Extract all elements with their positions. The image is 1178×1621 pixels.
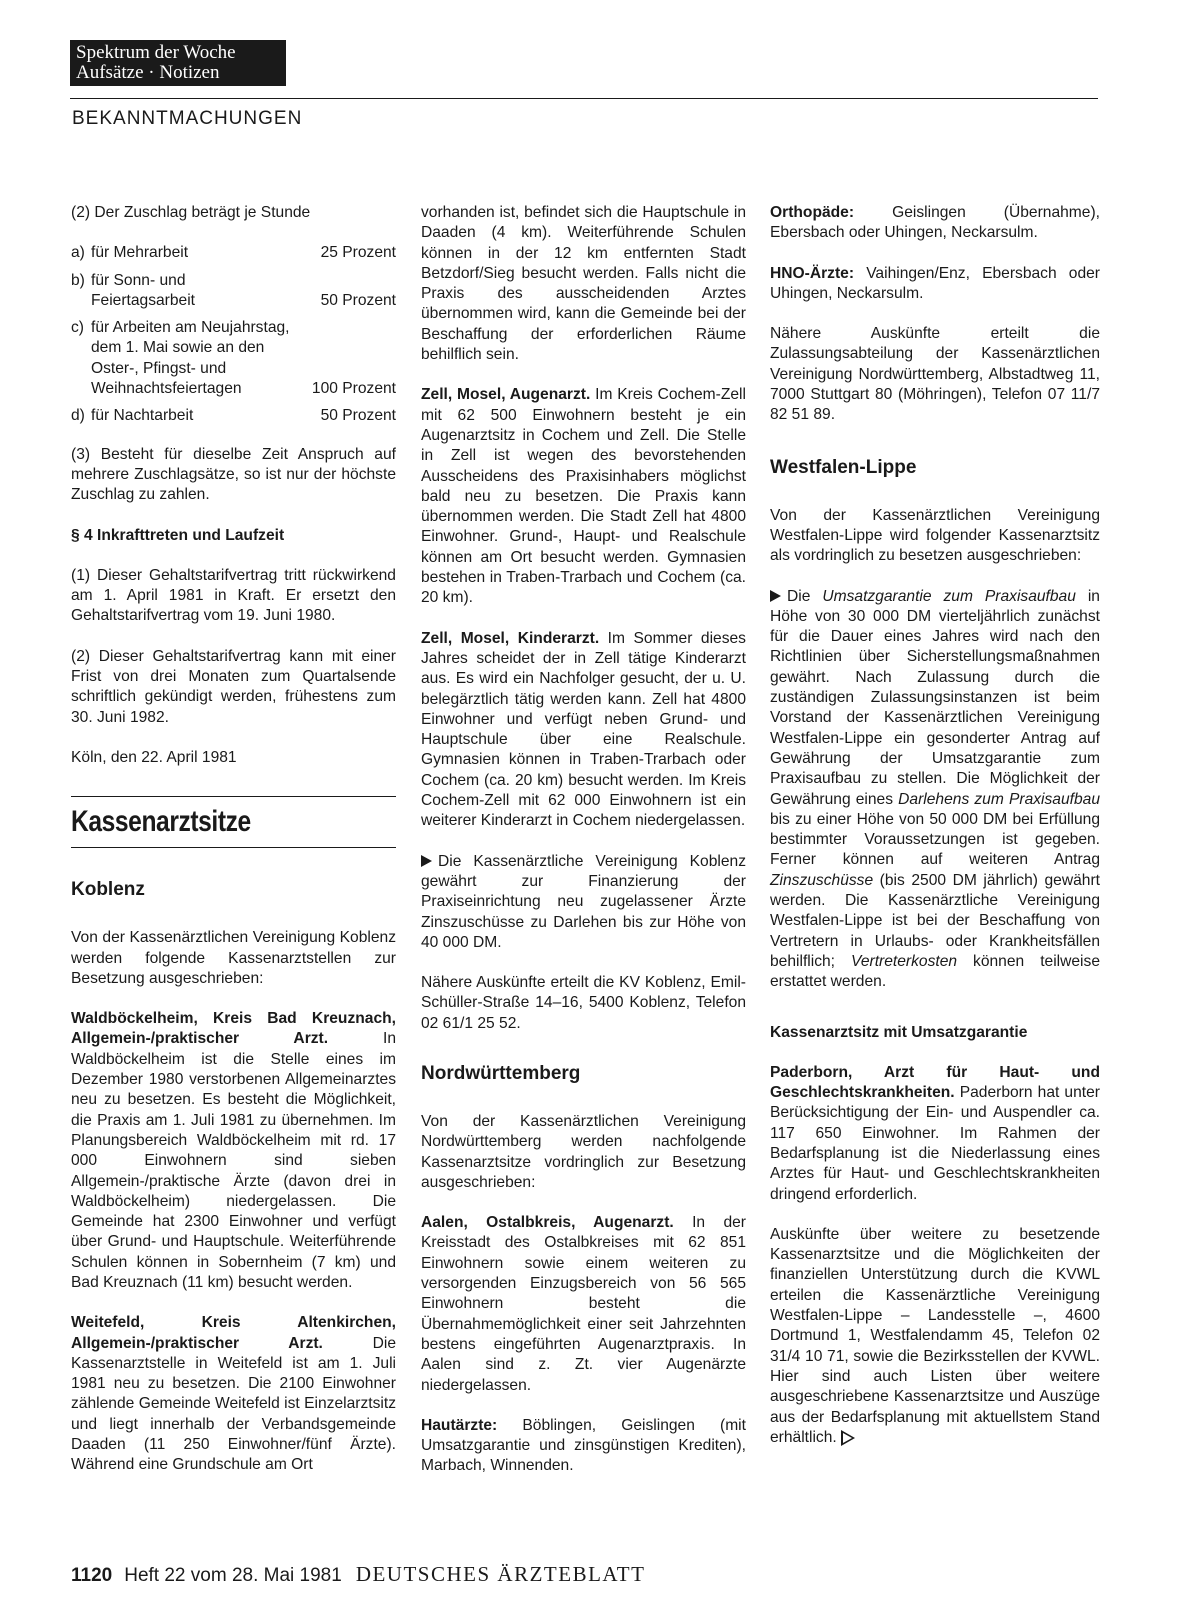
- entry-title: HNO-Ärzte:: [770, 264, 855, 282]
- paragraph-4-heading: § 4 Inkrafttreten und Laufzeit: [71, 526, 285, 544]
- zuschlag-item: a) für Mehrarbeit 25 Prozent: [71, 243, 396, 263]
- zuschlag-text: für Arbeiten am Neujahrstag, dem 1. Mai sowie an den Oster-, Pfingst- und Weihnachtsfeiertagen: [91, 319, 290, 398]
- header-rule: [70, 98, 1098, 99]
- heading-nordwuerttemberg: Nordwürttemberg: [421, 1062, 581, 1084]
- heading-westfalen-lippe: Westfalen-Lippe: [770, 456, 917, 478]
- rule: [71, 847, 396, 848]
- westfalen-intro: Von der Kassenärztlichen Vereinigung Westfalen-Lippe wird folgender Kassenarztsitz als vordringlich zu besetzen ausgeschrieben:: [770, 506, 1100, 565]
- nordwuerttemberg-intro: Von der Kassenärztlichen Vereinigung Nordwürttemberg werden nachfolgende Kassenarztsitze vordringlich zur Besetzung ausgeschrieben:: [421, 1112, 746, 1191]
- entry-title: Hautärzte:: [421, 1416, 498, 1434]
- zuschlag-text: für Nachtarbeit: [91, 407, 194, 425]
- triangle-bullet-icon: [770, 590, 781, 602]
- issue-line: Heft 22 vom 28. Mai 1981: [124, 1565, 342, 1586]
- entry-text: In Waldböckelheim ist die Stelle eines im Dezember 1980 verstorbenen Allgemeinarztes neu zu besetzen. Es besteht die Möglichkeit, die Praxis am 1. Juli 1981 zu übernehmen. Im Planungsbereich Waldböckelheim mit rd. 17 000 Einwohnern sind sieben Allgemein-/praktische Ärzte (davon drei in Waldböckelheim) niedergelassen. Die Gemeinde hat 2300 Einwohner und verfügt über Grund- und Hauptschule. Weiterführende Schulen können in Sobernheim (7 km) und Bad Kreuznach (11 km) besucht werden.: [71, 1030, 396, 1291]
- zuschlag-item: c) für Arbeiten am Neujahrstag, dem 1. Mai sowie an den Oster-, Pfingst- und Weihnachtsfeiertagen 100 Prozent: [71, 318, 396, 399]
- entry-text: Geislingen (Übernahme), Ebersbach oder Uhingen, Neckarsulm.: [770, 204, 1100, 242]
- entry-hautaerzte: [421, 1416, 746, 1477]
- zuschlag-item: b) für Sonn- und Feiertagsarbeit 50 Prozent: [71, 271, 396, 312]
- zuschlag-value: 50 Prozent: [320, 291, 396, 309]
- entry-title: Weitefeld, Kreis Altenkirchen, Allgemein-/praktischer Arzt.: [71, 1314, 396, 1352]
- page-number: 1120: [71, 1565, 113, 1586]
- rule: [71, 796, 396, 797]
- zuschlag-value: 100 Prozent: [311, 380, 396, 398]
- masthead-line2: Aufsätze · Notizen: [76, 62, 220, 83]
- entry-weitefeld: [71, 1313, 396, 1475]
- entry-text: Im Sommer dieses Jahres scheidet der in Zell tätige Kinderarzt aus. Es wird ein Nachfolger gesucht, der u. U. belegärztlich tätig werden kann. Zell hat 4800 Einwohner und verfügt neben Grund- und Hauptschule über eine Realschule. Gymnasien können in Traben-Trarbach oder Cochem (ca. 20 km) besucht werden. Im Kreis Cochem-Zell mit 62 000 Einwohnern ist ein weiterer Kinderarzt in Cochem niedergelassen.: [421, 629, 746, 830]
- journal-name: DEUTSCHES ÄRZTEBLATT: [355, 1562, 646, 1586]
- entry-title: Orthopäde:: [770, 204, 855, 221]
- zuschlag-text: für Sonn- und Feiertagsarbeit: [91, 271, 196, 309]
- entry-hno: [770, 264, 1100, 305]
- column-1: [71, 203, 396, 1496]
- masthead: [70, 40, 286, 86]
- continue-arrow-icon: [841, 1430, 855, 1446]
- koblenz-contact: Nähere Auskünfte erteilt die KV Koblenz, Emil-Schüller-Straße 14–16, 5400 Koblenz, Telefon 02 61/1 25 52.: [421, 974, 746, 1032]
- heading-kassenarztsitz-umsatzgarantie: Kassenarztsitz mit Umsatzgarantie: [770, 1023, 1028, 1041]
- zuschlag-value: 25 Prozent: [320, 244, 396, 262]
- paragraph-4-1: (1) Dieser Gehaltstarifvertrag tritt rückwirkend am 1. April 1981 in Kraft. Er ersetzt den Gehaltstarifvertrag vom 19. Juni 1980.: [71, 566, 396, 625]
- zuschlag-text: für Mehrarbeit: [91, 244, 189, 262]
- entry-text: Böblingen, Geislingen (mit Umsatzgarantie und zinsgünstigen Krediten), Marbach, Winnenden.: [421, 1416, 746, 1475]
- column-2: [421, 203, 746, 1497]
- entry-paderborn: [770, 1063, 1100, 1205]
- entry-text: Die Kassenarztstelle in Weitefeld ist am 1. Juli 1981 neu zu besetzen. Die 2100 Einwohner zählende Gemeinde Weitefeld ist Einzelarztsitz und liegt innerhalb der Verbandsgemeinde Daaden (11 250 Einwohner/fünf Ärzte). Während eine Grundschule am Ort: [71, 1334, 396, 1474]
- kv-koblenz-note: Die Kassenärztliche Vereinigung Koblenz gewährt zur Finanzierung der Praxiseinrichtung neu zugelassener Ärzte Zinszuschüsse zu Darlehen bis zur Höhe von 40 000 DM.: [421, 852, 746, 951]
- triangle-bullet-icon: [421, 855, 432, 867]
- koblenz-intro: Von der Kassenärztlichen Vereinigung Koblenz werden folgende Kassenarztstellen zur Besetzung ausgeschrieben:: [71, 929, 396, 987]
- entry-text: Paderborn hat unter Berücksichtigung der Ein- und Auspendler ca. 117 650 Einwohner. Im Rahmen der Bedarfsplanung ist die Niederlassung eines Arztes für Haut- und Geschlechtskrankheiten dringend erforderlich.: [770, 1084, 1100, 1203]
- entry-text: In der Kreisstadt des Ostalbkreises mit 62 851 Einwohnern sowie einem weiteren zu versorgenden Einzugsbereich von 56 565 Einwohnern besteht die Übernahmemöglichkeit einer seit Jahrzehnten bestens eingeführten Augenarztpraxis. In Aalen sind z. Zt. vier Augenärzte niedergelassen.: [421, 1214, 746, 1394]
- zuschlag-item: d) für Nachtarbeit 50 Prozent: [71, 406, 396, 426]
- nordwuerttemberg-contact: Nähere Auskünfte erteilt die Zulassungsabteilung der Kassenärztlichen Vereinigung Nordwürttemberg, Albstadtweg 11, 7000 Stuttgart 80 (Möhringen), Telefon 07 11/7 82 51 89.: [770, 325, 1100, 424]
- entry-zell-augenarzt: [421, 385, 746, 608]
- entry-zell-kinderarzt: [421, 629, 746, 832]
- paragraph-continued: vorhanden ist, befindet sich die Hauptschule in Daaden (4 km). Weiterführende Schulen können in der 12 km entfernten Stadt Betzdorf/Sieg besucht werden. Falls nicht die Praxis des ausscheidenden Arztes übernommen wird, kann die Gemeinde bei der Beschaffung der erforderlichen Räume behilflich sein.: [421, 204, 746, 364]
- westfalen-contact: Auskünfte über weitere zu besetzende Kassenarztsitze und die Möglichkeiten der finanziellen Unterstützung durch die KVWL erteilen die Kassenärztliche Vereinigung Westfalen-Lippe – Landesstelle –, 4600 Dortmund 1, Westfalendamm 45, Telefon 02 31/4 10 71, sowie die Bezirksstellen der KVWL. Hier sind auch Listen über weitere ausgeschriebene Kassenarztsitze und Auszüge aus der Bedarfsplanung mit aktuellstem Stand erhältlich.: [770, 1225, 1100, 1446]
- entry-title: Zell, Mosel, Augenarzt.: [421, 386, 591, 404]
- paragraph-4-2: (2) Dieser Gehaltstarifvertrag kann mit einer Frist von drei Monaten zum Quartalsende schriftlich gekündigt werden, frühestens zum 30. Juni 1982.: [71, 647, 396, 726]
- zuschlag-list: [71, 243, 396, 426]
- heading-koblenz: Koblenz: [71, 879, 145, 901]
- column-3: [770, 203, 1100, 1468]
- entry-waldboeckelheim: [71, 1009, 396, 1293]
- umsatzgarantie-note: Die Umsatzgarantie zum Praxisaufbau in Höhe von 30 000 DM vierteljährlich zunächst für die Dauer eines Jahres wird nach den Richtlinien über Sicherstellungsmaßnahmen gewährt. Nach Zulassung durch die zuständigen Zulassungsinstanzen ist beim Vorstand der Kassenärztlichen Vereinigung Westfalen-Lippe ein gesonderter Antrag auf Gewährung der Umsatzgarantie zum Praxisaufbau zu stellen. Die Möglichkeit der Gewährung eines Darlehens zum Praxisaufbau bis zu einer Höhe von 50 000 DM bei Erfüllung bestimmter Voraussetzungen ist gegeben. Ferner können auf weiteren Antrag Zinszuschüsse (bis 2500 DM jährlich) gewährt werden. Die Kassenärztliche Vereinigung Westfalen-Lippe ist bei der Beschaffung von Vertretern in Urlaubs- oder Krankheitsfällen behilflich; Vertreterkosten können teilweise erstattet werden.: [770, 587, 1100, 991]
- masthead-line1: Spektrum der Woche: [76, 42, 236, 63]
- entry-text: Im Kreis Cochem-Zell mit 62 500 Einwohnern besteht je ein Augenarztsitz in Cochem und Zell. Die Stelle in Zell ist wegen des bevorstehenden Ausscheidens des Praxisinhabers möglichst bald neu zu besetzen. Die Praxis kann übernommen werden. Die Stadt Zell hat 4800 Einwohner. Grund-, Haupt- und Realschule können am Ort besucht werden. Gymnasien bestehen in Traben-Trarbach und Cochem (ca. 20 km).: [421, 386, 746, 607]
- entry-aalen: [421, 1213, 746, 1396]
- paragraph-3: (3) Besteht für dieselbe Zeit Anspruch auf mehrere Zuschlagsätze, so ist nur der höchste Zuschlag zu zahlen.: [71, 445, 396, 504]
- footer: [71, 1562, 645, 1587]
- date-line: Köln, den 22. April 1981: [71, 748, 237, 766]
- entry-text: Vaihingen/Enz, Ebersbach oder Uhingen, Neckarsulm.: [770, 264, 1100, 302]
- zuschlag-value: 50 Prozent: [320, 407, 396, 425]
- entry-title: Paderborn, Arzt für Haut- und Geschlechtskrankheiten.: [770, 1063, 1100, 1102]
- paragraph-zuschlag: (2) Der Zuschlag beträgt je Stunde: [71, 204, 311, 221]
- entry-title: Zell, Mosel, Kinderarzt.: [421, 629, 600, 647]
- entry-title: Waldböckelheim, Kreis Bad Kreuznach, Allgemein-/praktischer Arzt.: [71, 1010, 396, 1048]
- entry-title: Aalen, Ostalbkreis, Augenarzt.: [421, 1214, 674, 1232]
- heading-kassenarztsitze: Kassenarztsitze: [71, 805, 251, 839]
- section-label: BEKANNTMACHUNGEN: [72, 108, 303, 129]
- entry-orthopaede: [770, 203, 1100, 244]
